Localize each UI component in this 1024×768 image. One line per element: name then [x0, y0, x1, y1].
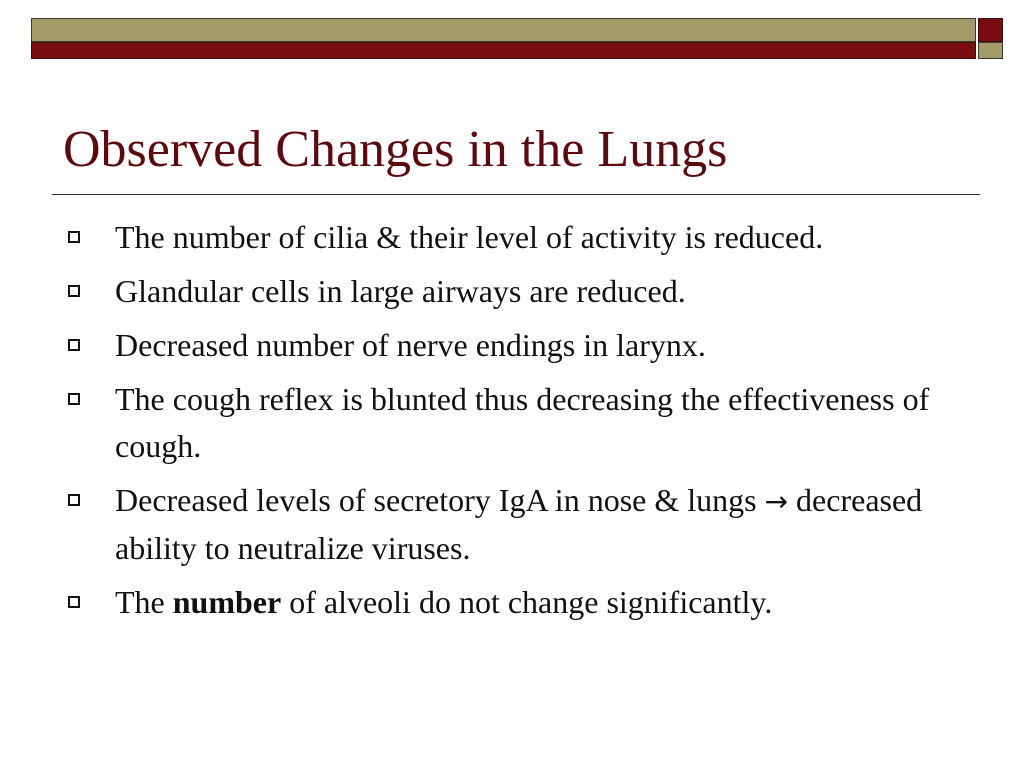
square-bullet-icon [68, 339, 80, 351]
bullet-text: Decreased number of nerve endings in larynx. [115, 327, 706, 363]
right-arrow-icon: → [764, 485, 789, 518]
header-maroon-bar [31, 42, 976, 59]
header-olive-square [978, 42, 1003, 59]
bullet-text-before: Decreased levels of secretory IgA in nose & lungs [115, 482, 765, 518]
square-bullet-icon [68, 393, 80, 405]
bullet-item-alveoli [62, 579, 962, 626]
bullet-text: The number of cilia & their level of activity is reduced. [115, 219, 824, 255]
slide-title: Observed Changes in the Lungs [63, 121, 728, 178]
bullet-item-glandular-cells [62, 268, 962, 315]
bullet-text-after: decreased ability to neutralize viruses. [115, 482, 923, 566]
square-bullet-icon [68, 596, 80, 608]
bullet-text-before: The [115, 584, 173, 620]
title-divider [52, 194, 980, 195]
bullet-item-cilia [62, 214, 962, 261]
header-olive-bar [31, 18, 976, 42]
square-bullet-icon [68, 231, 80, 243]
square-bullet-icon [68, 285, 80, 297]
bullet-emphasis: number [172, 584, 282, 620]
bullet-item-iga [62, 477, 962, 572]
square-bullet-icon [68, 494, 80, 506]
header-maroon-square [978, 18, 1003, 42]
bullet-text: The cough reflex is blunted thus decreasing the effectiveness of cough. [115, 381, 930, 464]
bullet-item-nerve-endings [62, 322, 962, 369]
bullet-text: Glandular cells in large airways are reduced. [115, 273, 686, 309]
bullet-text-after: of alveoli do not change significantly. [281, 584, 773, 620]
bullet-item-cough-reflex [62, 376, 962, 470]
bullet-list [62, 214, 962, 633]
